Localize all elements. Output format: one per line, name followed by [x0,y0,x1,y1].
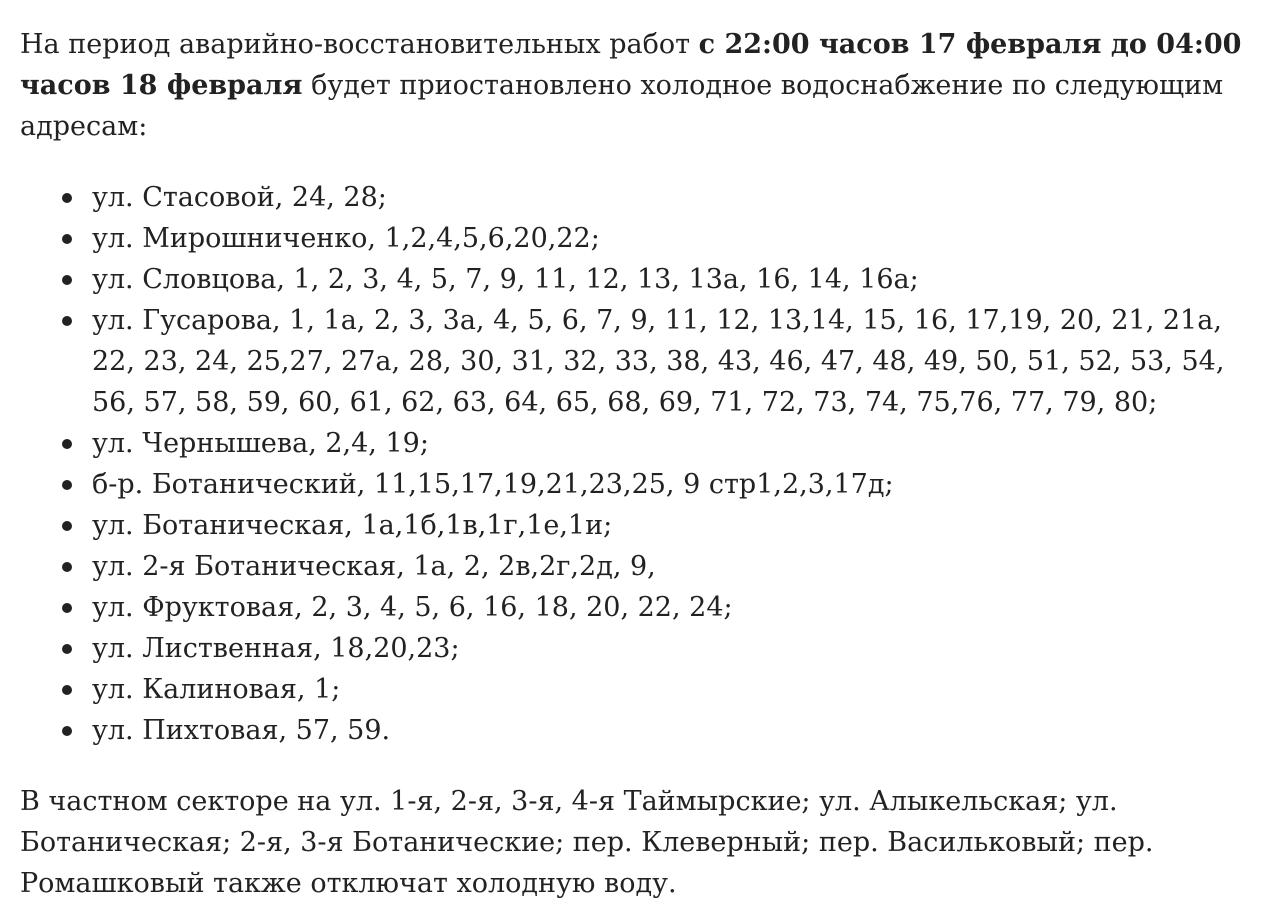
bullet-icon [62,521,72,531]
bullet-icon [62,439,72,449]
list-item [92,669,1260,710]
bullet-icon [62,685,72,695]
address-text: ул. Чернышева, 2,4, 19; [92,428,429,459]
bullet-icon [62,234,72,244]
address-text: ул. Ботаническая, 1а,1б,1в,1г,1е,1и; [92,510,613,541]
address-text: ул. Мирошниченко, 1,2,4,5,6,20,22; [92,223,600,254]
lead-paragraph [20,24,1260,147]
lead-suffix: будет приостановлено холодное водоснабжение по следующим адресам: [20,70,1224,142]
list-item [92,587,1260,628]
lead-prefix: На период аварийно-восстановительных работ [20,29,699,60]
list-item [92,259,1260,300]
bullet-icon [62,316,72,326]
list-item [92,546,1260,587]
list-item [92,710,1260,751]
address-text: б-р. Ботанический, 11,15,17,19,21,23,25, 9 стр1,2,3,17д; [92,469,894,500]
list-item [92,177,1260,218]
bullet-icon [62,193,72,203]
bullet-icon [62,562,72,572]
address-text: ул. Калиновая, 1; [92,674,341,705]
list-item [92,464,1260,505]
address-text: ул. Фруктовая, 2, 3, 4, 5, 6, 16, 18, 20, 22, 24; [92,592,733,623]
bullet-icon [62,603,72,613]
address-text: ул. Гусарова, 1, 1а, 2, 3, 3а, 4, 5, 6, 7, 9, 11, 12, 13,14, 15, 16, 17,19, 20, 21, 21а, 22, 23, 24, 25,27, 27а, 28, 30, 31, 32, 33, 38, 43, 46, 47, 48, 49, 50, 51, 52, 53, 54, 56, 57, 58, 59, 60, 61, 62, 63, 64, 65, 68, 69, 71, 72, 73, 74, 75,76, 77, 79, 80; [92,305,1225,418]
bullet-icon [62,726,72,736]
list-item [92,300,1260,423]
list-item [92,628,1260,669]
address-text: ул. Стасовой, 24, 28; [92,182,387,213]
bullet-icon [62,275,72,285]
list-item [92,218,1260,259]
address-list [20,177,1260,751]
private-sector-paragraph: В частном секторе на ул. 1-я, 2-я, 3-я, 4-я Таймырские; ул. Алыкельская; ул. Ботаническая; 2-я, 3-я Ботанические; пер. Клеверный; пер. Васильковый; пер. Ромашковый также отключат холодную воду. [20,786,1154,899]
address-text: ул. Словцова, 1, 2, 3, 4, 5, 7, 9, 11, 12, 13, 13а, 16, 14, 16а; [92,264,919,295]
lead-time-range: с 22:00 часов 17 февраля до 04:00 часов 18 февраля [20,29,1242,101]
address-text: ул. Лиственная, 18,20,23; [92,633,460,664]
bullet-icon [62,644,72,654]
bullet-icon [62,480,72,490]
address-text: ул. Пихтовая, 57, 59. [92,715,391,746]
list-item [92,505,1260,546]
address-text: ул. 2-я Ботаническая, 1а, 2, 2в,2г,2д, 9, [92,551,656,582]
list-item [92,423,1260,464]
